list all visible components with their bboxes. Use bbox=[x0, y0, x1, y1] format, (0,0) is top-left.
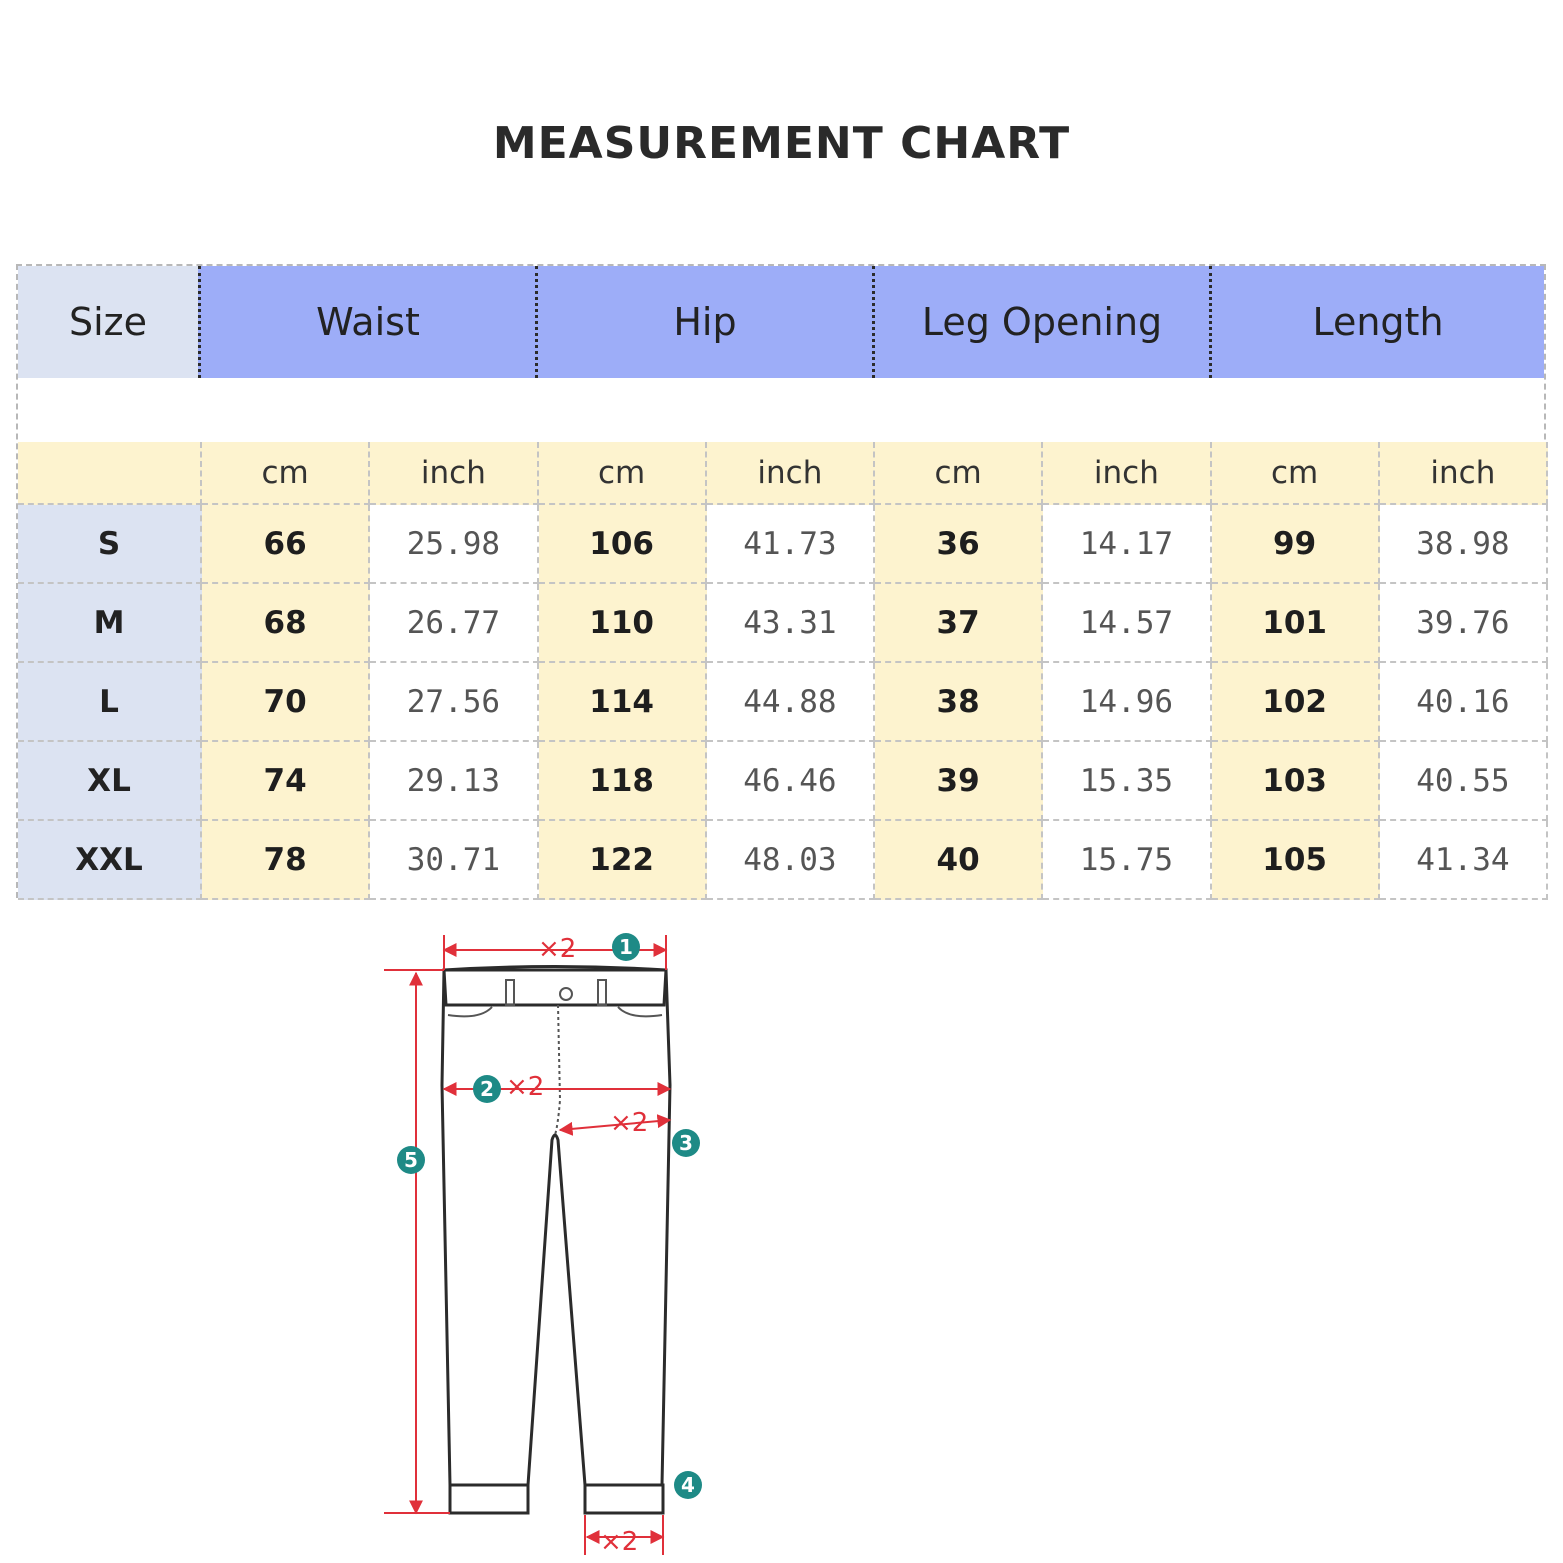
table-cell: 37 bbox=[875, 584, 1043, 663]
table-cell: 30.71 bbox=[370, 821, 538, 900]
header-leg-opening: Leg Opening bbox=[872, 266, 1209, 378]
svg-text:2: 2 bbox=[480, 1077, 494, 1101]
unit-label: inch bbox=[370, 442, 538, 505]
header-spacer bbox=[18, 378, 1544, 442]
table-cell: 44.88 bbox=[707, 663, 875, 742]
hip-multiplier: ×2 bbox=[506, 1072, 545, 1102]
table-cell: 29.13 bbox=[370, 742, 538, 821]
table-cell: 43.31 bbox=[707, 584, 875, 663]
table-cell: 36 bbox=[875, 505, 1043, 584]
pants-diagram bbox=[370, 925, 730, 1555]
pants-outline bbox=[442, 967, 670, 1514]
svg-text:1: 1 bbox=[619, 935, 633, 959]
marker-1-icon bbox=[612, 933, 640, 961]
table-cell: 101 bbox=[1212, 584, 1380, 663]
size-label: M bbox=[18, 584, 202, 663]
header-hip: Hip bbox=[535, 266, 872, 378]
table-cell: 105 bbox=[1212, 821, 1380, 900]
size-label: L bbox=[18, 663, 202, 742]
leg-opening-multiplier: ×2 bbox=[600, 1527, 639, 1555]
table-cell: 103 bbox=[1212, 742, 1380, 821]
header-waist: Waist bbox=[198, 266, 535, 378]
unit-label: cm bbox=[539, 442, 707, 505]
table-cell: 15.75 bbox=[1043, 821, 1211, 900]
size-label: S bbox=[18, 505, 202, 584]
table-cell: 78 bbox=[202, 821, 370, 900]
table-cell: 38.98 bbox=[1380, 505, 1548, 584]
table-cell: 40.55 bbox=[1380, 742, 1548, 821]
table-cell: 114 bbox=[539, 663, 707, 742]
table-cell: 99 bbox=[1212, 505, 1380, 584]
unit-label: cm bbox=[875, 442, 1043, 505]
size-label: XXL bbox=[18, 821, 202, 900]
page-title: MEASUREMENT CHART bbox=[492, 118, 1071, 169]
unit-label: inch bbox=[1043, 442, 1211, 505]
table-cell: 106 bbox=[539, 505, 707, 584]
unit-label: inch bbox=[707, 442, 875, 505]
table-cell: 14.57 bbox=[1043, 584, 1211, 663]
table-cell: 41.73 bbox=[707, 505, 875, 584]
unit-label: inch bbox=[1380, 442, 1548, 505]
table-cell: 14.17 bbox=[1043, 505, 1211, 584]
svg-text:3: 3 bbox=[679, 1131, 693, 1155]
table-cell: 41.34 bbox=[1380, 821, 1548, 900]
table-cell: 26.77 bbox=[370, 584, 538, 663]
table-cell: 39.76 bbox=[1380, 584, 1548, 663]
table-cell: 46.46 bbox=[707, 742, 875, 821]
table-cell: 15.35 bbox=[1043, 742, 1211, 821]
table-cell: 66 bbox=[202, 505, 370, 584]
table-cell: 122 bbox=[539, 821, 707, 900]
thigh-multiplier: ×2 bbox=[610, 1108, 649, 1138]
table-cell: 48.03 bbox=[707, 821, 875, 900]
measurement-table bbox=[16, 264, 1546, 898]
waist-multiplier: ×2 bbox=[538, 934, 577, 964]
marker-4-icon bbox=[674, 1471, 702, 1499]
size-label: XL bbox=[18, 742, 202, 821]
unit-label: cm bbox=[202, 442, 370, 505]
marker-3-icon bbox=[672, 1129, 700, 1157]
marker-5-icon bbox=[397, 1146, 425, 1174]
table-cell: 38 bbox=[875, 663, 1043, 742]
table-cell: 74 bbox=[202, 742, 370, 821]
unit-label: cm bbox=[1212, 442, 1380, 505]
table-cell: 70 bbox=[202, 663, 370, 742]
table-cell: 68 bbox=[202, 584, 370, 663]
table-cell: 14.96 bbox=[1043, 663, 1211, 742]
table-cell: 118 bbox=[539, 742, 707, 821]
marker-2-icon bbox=[473, 1075, 501, 1103]
table-cell: 40.16 bbox=[1380, 663, 1548, 742]
svg-text:5: 5 bbox=[404, 1148, 418, 1172]
header-length: Length bbox=[1209, 266, 1544, 378]
table-cell: 39 bbox=[875, 742, 1043, 821]
svg-text:4: 4 bbox=[681, 1473, 695, 1497]
table-cell: 27.56 bbox=[370, 663, 538, 742]
table-cell: 102 bbox=[1212, 663, 1380, 742]
table-cell: 110 bbox=[539, 584, 707, 663]
unit-row-blank bbox=[18, 442, 202, 505]
table-cell: 25.98 bbox=[370, 505, 538, 584]
table-cell: 40 bbox=[875, 821, 1043, 900]
header-size: Size bbox=[18, 266, 198, 378]
